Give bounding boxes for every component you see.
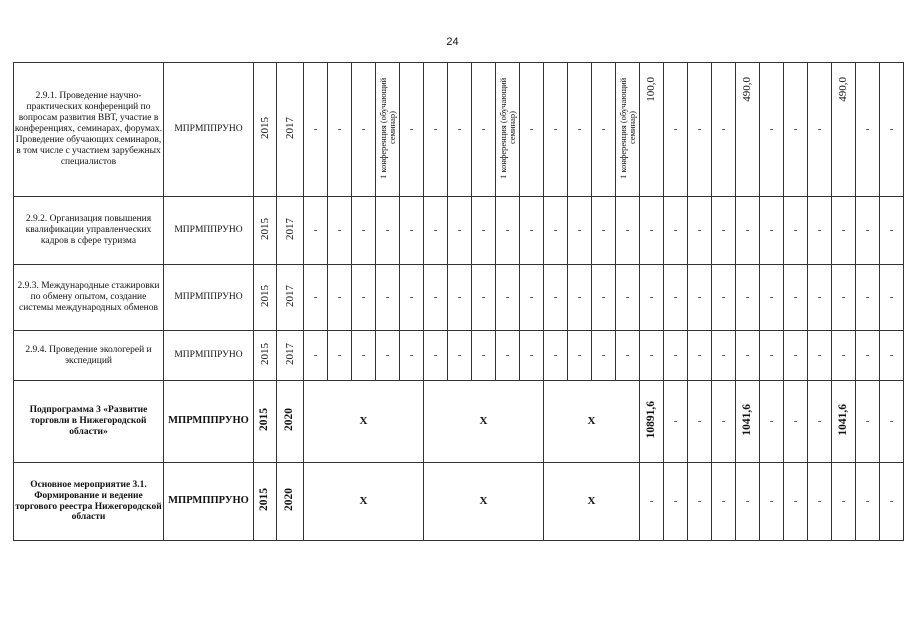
dash-cell: - <box>625 349 630 361</box>
dash-cell: - <box>793 224 798 236</box>
dash-cell: - <box>361 349 366 361</box>
table-row <box>14 331 904 381</box>
dash-cell: - <box>457 291 462 303</box>
dash-cell: - <box>625 224 630 236</box>
dash-cell: - <box>457 224 462 236</box>
table-row <box>14 463 904 541</box>
dash-cell: - <box>313 291 318 303</box>
value-cell: 490,0 <box>741 77 754 102</box>
dash-cell: - <box>649 291 654 303</box>
dash-cell: - <box>481 123 486 135</box>
dash-cell: - <box>673 291 678 303</box>
row-responsible: МПРМППРУНО <box>164 265 254 331</box>
dash-cell: - <box>361 123 366 135</box>
row-name: Основное мероприятие 3.1. Формирование и ведение торгового реестра Нижегородской области <box>14 463 164 541</box>
row-responsible: МПРМППРУНО <box>164 331 254 381</box>
x-mark: X <box>587 495 596 508</box>
dash-cell: - <box>673 495 678 507</box>
row-end: 2017 <box>283 116 296 139</box>
dash-cell: - <box>553 349 558 361</box>
dash-cell: - <box>601 291 606 303</box>
dash-cell: - <box>505 291 510 303</box>
dash-cell: - <box>697 495 702 507</box>
dash-cell: - <box>841 291 846 303</box>
x-mark: X <box>479 495 488 508</box>
dash-cell: - <box>817 224 822 236</box>
row-start: 2015 <box>258 116 271 139</box>
dash-cell: - <box>481 224 486 236</box>
row-start: 2015 <box>258 488 271 512</box>
dash-cell: - <box>409 224 414 236</box>
row-end: 2020 <box>283 488 296 512</box>
x-mark: X <box>359 495 368 508</box>
dash-cell: - <box>841 495 846 507</box>
value-cell: 1041,6 <box>740 403 753 436</box>
dash-cell: - <box>745 349 750 361</box>
dash-cell: - <box>793 415 798 427</box>
row-name: 2.9.3. Международные стажировки по обмену опытом, создание системы международных обменов <box>14 265 164 331</box>
row-name: 2.9.4. Проведение экологерей и экспедиций <box>14 331 164 381</box>
dash-cell: - <box>481 291 486 303</box>
dash-cell: - <box>841 349 846 361</box>
dash-cell: - <box>457 123 462 135</box>
dash-cell: - <box>817 495 822 507</box>
row-responsible: МПРМППРУНО <box>164 63 254 197</box>
dash-cell: - <box>337 349 342 361</box>
dash-cell: - <box>505 349 510 361</box>
dash-cell: - <box>793 495 798 507</box>
row-name: 2.9.1. Проведение научно-практических конференций по вопросам развития ВВТ, участие в конференциях, семинарах, форумах. Проведение обучающих семинаров, в том числе с участием зарубежных специалистов <box>14 63 164 197</box>
dash-cell: - <box>673 224 678 236</box>
dash-cell: - <box>553 123 558 135</box>
dash-cell: - <box>817 291 822 303</box>
dash-cell: - <box>601 123 606 135</box>
table-row <box>14 197 904 265</box>
dash-cell: - <box>313 224 318 236</box>
dash-cell: - <box>385 224 390 236</box>
dash-cell: - <box>889 349 894 361</box>
dash-cell: - <box>817 415 822 427</box>
dash-cell: - <box>577 291 582 303</box>
dash-cell: - <box>889 123 894 135</box>
dash-cell: - <box>721 415 726 427</box>
dash-cell: - <box>745 495 750 507</box>
dash-cell: - <box>577 349 582 361</box>
row-end-cell <box>277 63 304 197</box>
dash-cell: - <box>481 349 486 361</box>
dash-cell: - <box>649 349 654 361</box>
row-name: 2.9.2. Организация повышения квалификации управленческих кадров в сфере туризма <box>14 197 164 265</box>
dash-cell: - <box>769 291 774 303</box>
dash-cell: - <box>841 224 846 236</box>
dash-cell: - <box>553 291 558 303</box>
x-mark: X <box>479 415 488 428</box>
row-end: 2017 <box>283 342 296 365</box>
row-responsible: МПРМППРУНО <box>164 197 254 265</box>
dash-cell: - <box>457 349 462 361</box>
dash-cell: - <box>769 495 774 507</box>
dash-cell: - <box>529 349 534 361</box>
row-end: 2017 <box>283 284 296 307</box>
table-row <box>14 381 904 463</box>
dash-cell: - <box>433 123 438 135</box>
value-cell: 1041,6 <box>836 403 849 436</box>
row-responsible: МПРМППРУНО <box>164 463 254 541</box>
dash-cell: - <box>793 123 798 135</box>
dash-cell: - <box>865 349 870 361</box>
dash-cell: - <box>889 495 894 507</box>
dash-cell: - <box>769 415 774 427</box>
dash-cell: - <box>745 291 750 303</box>
dash-cell: - <box>697 415 702 427</box>
dash-cell: - <box>721 349 726 361</box>
dash-cell: - <box>337 291 342 303</box>
note-cell: 1 конференция (обучающий семинар) <box>497 77 517 179</box>
dash-cell: - <box>601 224 606 236</box>
dash-cell: - <box>529 123 534 135</box>
row-start: 2015 <box>258 342 271 365</box>
dash-cell: - <box>361 224 366 236</box>
dash-cell: - <box>769 224 774 236</box>
dash-cell: - <box>673 415 678 427</box>
dash-cell: - <box>361 291 366 303</box>
dash-cell: - <box>889 224 894 236</box>
dash-cell: - <box>865 123 870 135</box>
dash-cell: - <box>433 349 438 361</box>
dash-cell: - <box>697 349 702 361</box>
note-cell: 1 конференция (обучающий семинар) <box>617 77 637 179</box>
dash-cell: - <box>793 349 798 361</box>
dash-cell: - <box>433 224 438 236</box>
dash-cell: - <box>721 495 726 507</box>
dash-cell: - <box>769 349 774 361</box>
dash-cell: - <box>505 224 510 236</box>
dash-cell: - <box>817 349 822 361</box>
dash-cell: - <box>313 123 318 135</box>
row-end: 2017 <box>283 217 296 240</box>
row-start-cell <box>254 63 277 197</box>
dash-cell: - <box>529 291 534 303</box>
total-value: 100,0 <box>645 77 658 102</box>
dash-cell: - <box>409 123 414 135</box>
dash-cell: - <box>577 123 582 135</box>
program-table <box>13 62 904 541</box>
dash-cell: - <box>697 224 702 236</box>
dash-cell: - <box>649 224 654 236</box>
dash-cell: - <box>865 415 870 427</box>
dash-cell: - <box>865 495 870 507</box>
table-row <box>14 63 904 197</box>
dash-cell: - <box>337 123 342 135</box>
dash-cell: - <box>721 224 726 236</box>
row-end: 2020 <box>283 408 296 432</box>
dash-cell: - <box>889 291 894 303</box>
dash-cell: - <box>625 291 630 303</box>
dash-cell: - <box>553 224 558 236</box>
dash-cell: - <box>577 224 582 236</box>
row-name: Подпрограмма 3 «Развитие торговли в Нижегородской области» <box>14 381 164 463</box>
dash-cell: - <box>409 349 414 361</box>
row-start: 2015 <box>258 284 271 307</box>
total-value: 10891,6 <box>644 400 657 439</box>
dash-cell: - <box>313 349 318 361</box>
row-responsible: МПРМППРУНО <box>164 381 254 463</box>
dash-cell: - <box>721 123 726 135</box>
page-number: 24 <box>446 36 459 48</box>
x-mark: X <box>587 415 596 428</box>
dash-cell: - <box>745 224 750 236</box>
dash-cell: - <box>649 495 654 507</box>
dash-cell: - <box>889 415 894 427</box>
x-mark: X <box>359 415 368 428</box>
dash-cell: - <box>769 123 774 135</box>
note-cell: 1 конференция (обучающий семинар) <box>377 77 397 179</box>
dash-cell: - <box>673 349 678 361</box>
dash-cell: - <box>865 291 870 303</box>
dash-cell: - <box>793 291 798 303</box>
dash-cell: - <box>601 349 606 361</box>
dash-cell: - <box>337 224 342 236</box>
dash-cell: - <box>409 291 414 303</box>
dash-cell: - <box>385 349 390 361</box>
table-row <box>14 265 904 331</box>
row-start: 2015 <box>258 217 271 240</box>
dash-cell: - <box>529 224 534 236</box>
dash-cell: - <box>385 291 390 303</box>
dash-cell: - <box>865 224 870 236</box>
dash-cell: - <box>697 123 702 135</box>
dash-cell: - <box>721 291 726 303</box>
row-start: 2015 <box>258 408 271 432</box>
dash-cell: - <box>673 123 678 135</box>
dash-cell: - <box>697 291 702 303</box>
dash-cell: - <box>817 123 822 135</box>
value-cell: 490,0 <box>837 77 850 102</box>
dash-cell: - <box>433 291 438 303</box>
